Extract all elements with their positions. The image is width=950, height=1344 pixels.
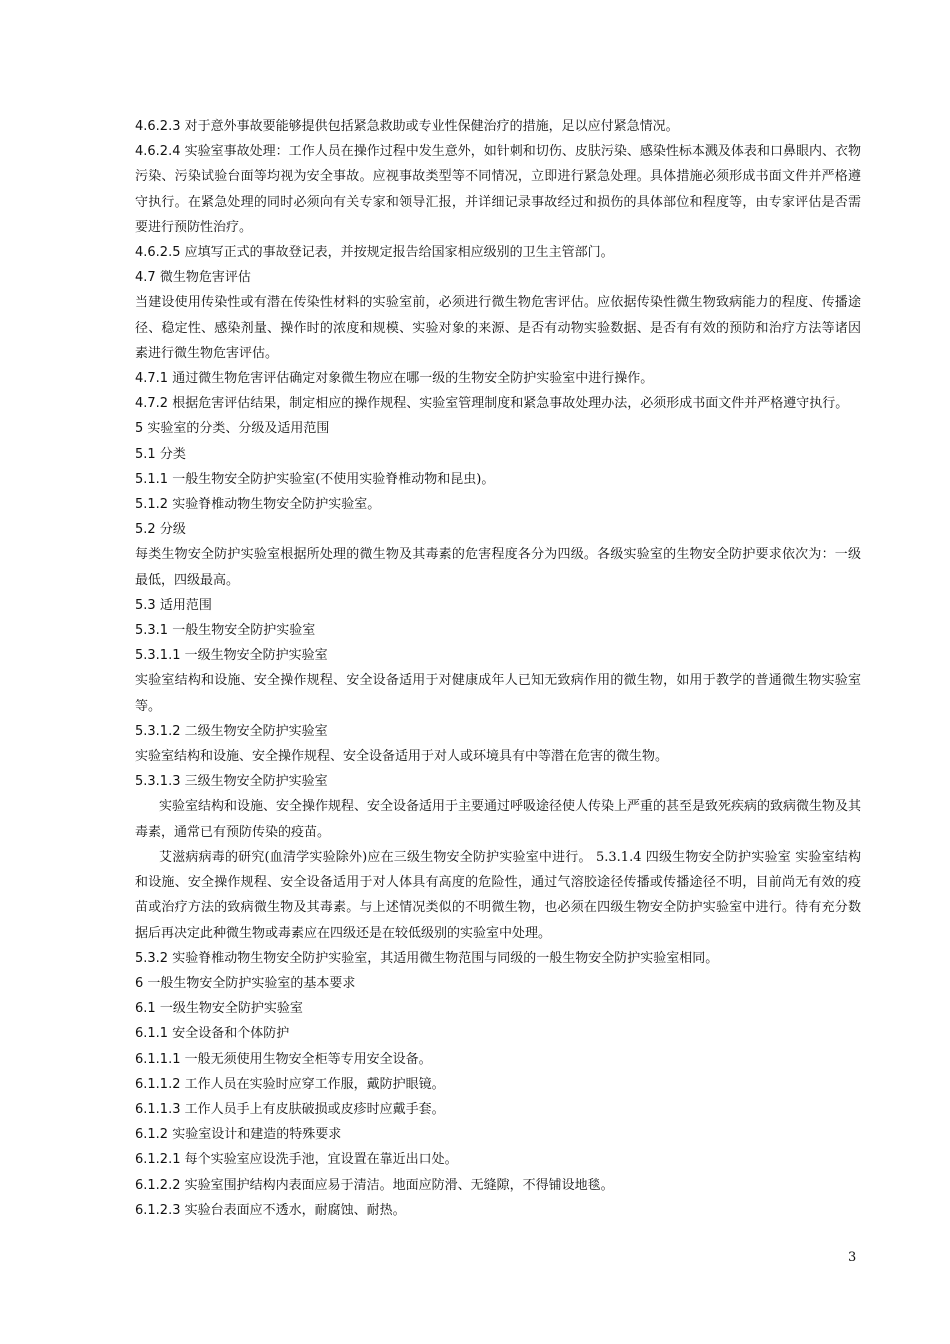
- section-number: 4.7.2: [135, 396, 169, 412]
- paragraph-text: 实验脊椎动物生物安全防护实验室，其适用微生物范围与同级的一般生物安全防护实验室相同。: [168, 950, 719, 966]
- paragraph-text: 艾滋病病毒的研究(血清学实验除外)应在三级生物安全防护实验室中进行。 5.3.1.4 四级生物安全防护实验室 实验室结构和设施、安全操作规程、安全设备适用于对人体具有高度的危险性，通过气溶胶途径传播或传播途径不明，目前尚无有效的疫苗或治疗方法的致病微生物及其毒素。与上述情况类似的不明微生物，也必须在四级生物安全防护实验室中进行。待有充分数据后再决定此种微生物或毒素应在四级还是在较低级别的实验室中处理。: [135, 849, 861, 941]
- paragraph-text: 一般生物安全防护实验室的基本要求: [143, 975, 356, 991]
- paragraph-text: 当建设使用传染性或有潜在传染性材料的实验室前，必须进行微生物危害评估。应依据传染性微生物致病能力的程度、传播途径、稳定性、感染剂量、操作时的浓度和规模、实验对象的来源、是否有动物实验数据、是否有有效的预防和治疗方法等诸因素进行微生物危害评估。: [135, 295, 861, 361]
- paragraph: [135, 139, 861, 240]
- paragraph-text: 实验室结构和设施、安全操作规程、安全设备适用于对健康成年人已知无致病作用的微生物，如用于教学的普通微生物实验室等。: [135, 673, 861, 714]
- paragraph-text: 一般无须使用生物安全柜等专用安全设备。: [180, 1051, 432, 1067]
- section-number: 6.1.1.1: [135, 1051, 181, 1067]
- section-number: 5.2: [135, 522, 156, 538]
- paragraph: [135, 794, 861, 844]
- paragraph: [135, 265, 861, 290]
- paragraph: [135, 467, 861, 492]
- section-number: 4.7.1: [135, 371, 169, 387]
- section-number: 5.3.1.1: [135, 648, 181, 664]
- section-number: 6.1.1.3: [135, 1101, 181, 1117]
- document-body: [135, 114, 861, 1223]
- paragraph: [135, 769, 861, 794]
- paragraph: [135, 845, 861, 946]
- paragraph: [135, 517, 861, 542]
- paragraph: [135, 946, 861, 971]
- paragraph-text: 二级生物安全防护实验室: [180, 723, 328, 739]
- section-number: 5.3.1.3: [135, 774, 181, 790]
- section-number: 5.3.1.2: [135, 723, 181, 739]
- paragraph: [135, 643, 861, 668]
- paragraph: [135, 1072, 861, 1097]
- paragraph-text: 实验室的分类、分级及适用范围: [143, 421, 330, 437]
- paragraph: [135, 1173, 861, 1198]
- section-number: 6.1.2: [135, 1127, 169, 1143]
- section-number: 5: [135, 421, 144, 437]
- paragraph-text: 对于意外事故要能够提供包括紧急救助或专业性保健治疗的措施，足以应付紧急情况。: [180, 119, 679, 134]
- paragraph-text: 工作人员在实验时应穿工作服，戴防护眼镜。: [180, 1076, 445, 1092]
- paragraph: [135, 971, 861, 996]
- section-number: 6.1: [135, 1001, 156, 1017]
- paragraph-text: 每个实验室应设洗手池，宜设置在靠近出口处。: [180, 1152, 458, 1168]
- section-number: 4.6.2.3: [135, 119, 181, 134]
- paragraph-text: 实验室围护结构内表面应易于清洁。地面应防滑、无缝隙，不得铺设地毯。: [180, 1177, 614, 1193]
- section-number: 4.6.2.5: [135, 245, 181, 261]
- paragraph: [135, 1198, 861, 1223]
- section-number: 6.1.1.2: [135, 1076, 181, 1092]
- paragraph: [135, 1097, 861, 1122]
- paragraph: [135, 668, 861, 718]
- paragraph: [135, 1122, 861, 1147]
- paragraph-text: 一般生物安全防护实验室: [168, 623, 316, 639]
- section-number: 5.1.2: [135, 497, 169, 513]
- paragraph: [135, 593, 861, 618]
- page-number: 3: [848, 1250, 857, 1265]
- section-number: 6.1.2.3: [135, 1202, 181, 1218]
- paragraph-text: 根据危害评估结果，制定相应的操作规程、实验室管理制度和紧急事故处理办法，必须形成书面文件并严格遵守执行。: [168, 396, 849, 412]
- paragraph-text: 实验脊椎动物生物安全防护实验室。: [168, 497, 381, 513]
- paragraph: [135, 1047, 861, 1072]
- paragraph-text: 一般生物安全防护实验室(不使用实验脊椎动物和昆虫)。: [168, 471, 495, 487]
- paragraph-text: 微生物危害评估: [155, 270, 251, 286]
- paragraph: [135, 1021, 861, 1046]
- section-number: 6.1.2.1: [135, 1152, 181, 1168]
- section-number: 6.1.2.2: [135, 1177, 181, 1193]
- section-number: 4.6.2.4: [135, 144, 181, 160]
- paragraph: [135, 366, 861, 391]
- paragraph-text: 安全设备和个体防护: [168, 1026, 290, 1042]
- paragraph-text: 每类生物安全防护实验室根据所处理的微生物及其毒素的危害程度各分为四级。各级实验室的生物安全防护要求依次为：一级最低，四级最高。: [135, 547, 861, 588]
- paragraph: [135, 442, 861, 467]
- section-number: 5.3.2: [135, 950, 169, 966]
- paragraph: [135, 492, 861, 517]
- paragraph-text: 实验室事故处理：工作人员在操作过程中发生意外，如针刺和切伤、皮肤污染、感染性标本溅及体表和口鼻眼内、衣物污染、污染试验台面等均视为安全事故。应视事故类型等不同情况，立即进行紧急处理。具体措施必须形成书面文件并严格遵守执行。在紧急处理的同时必须向有关专家和领导汇报，并详细记录事故经过和损伤的具体部位和程度等，由专家评估是否需要进行预防性治疗。: [135, 144, 861, 235]
- paragraph: [135, 290, 861, 366]
- section-number: 5.1: [135, 446, 156, 462]
- section-number: 5.3.1: [135, 623, 169, 639]
- section-number: 6.1.1: [135, 1026, 169, 1042]
- paragraph-text: 一级生物安全防护实验室: [155, 1001, 303, 1017]
- paragraph-text: 实验室设计和建造的特殊要求: [168, 1127, 342, 1143]
- paragraph: [135, 719, 861, 744]
- paragraph-text: 通过微生物危害评估确定对象微生物应在哪一级的生物安全防护实验室中进行操作。: [168, 371, 654, 387]
- paragraph-text: 三级生物安全防护实验室: [180, 774, 328, 790]
- section-number: 5.3: [135, 597, 156, 613]
- paragraph: [135, 391, 861, 416]
- section-number: 6: [135, 975, 144, 991]
- paragraph-text: 分类: [155, 446, 186, 462]
- section-number: 5.1.1: [135, 471, 169, 487]
- paragraph: [135, 114, 861, 139]
- paragraph-text: 适用范围: [155, 597, 212, 613]
- paragraph-text: 实验室结构和设施、安全操作规程、安全设备适用于对人或环境具有中等潜在危害的微生物。: [135, 749, 669, 765]
- paragraph: [135, 416, 861, 441]
- paragraph: [135, 618, 861, 643]
- section-number: 4.7: [135, 270, 156, 286]
- paragraph: [135, 1147, 861, 1172]
- paragraph: [135, 542, 861, 592]
- paragraph-text: 应填写正式的事故登记表，并按规定报告给国家相应级别的卫生主管部门。: [180, 245, 614, 261]
- paragraph-text: 工作人员手上有皮肤破损或皮疹时应戴手套。: [180, 1101, 445, 1117]
- paragraph-text: 实验室结构和设施、安全操作规程、安全设备适用于主要通过呼吸途径使人传染上严重的甚至是致死疾病的致病微生物及其毒素，通常已有预防传染的疫苗。: [135, 799, 862, 840]
- paragraph-text: 实验台表面应不透水，耐腐蚀、耐热。: [180, 1202, 406, 1218]
- paragraph: [135, 744, 861, 769]
- paragraph: [135, 996, 861, 1021]
- paragraph: [135, 240, 861, 265]
- paragraph-text: 一级生物安全防护实验室: [180, 648, 328, 664]
- paragraph-text: 分级: [155, 522, 186, 538]
